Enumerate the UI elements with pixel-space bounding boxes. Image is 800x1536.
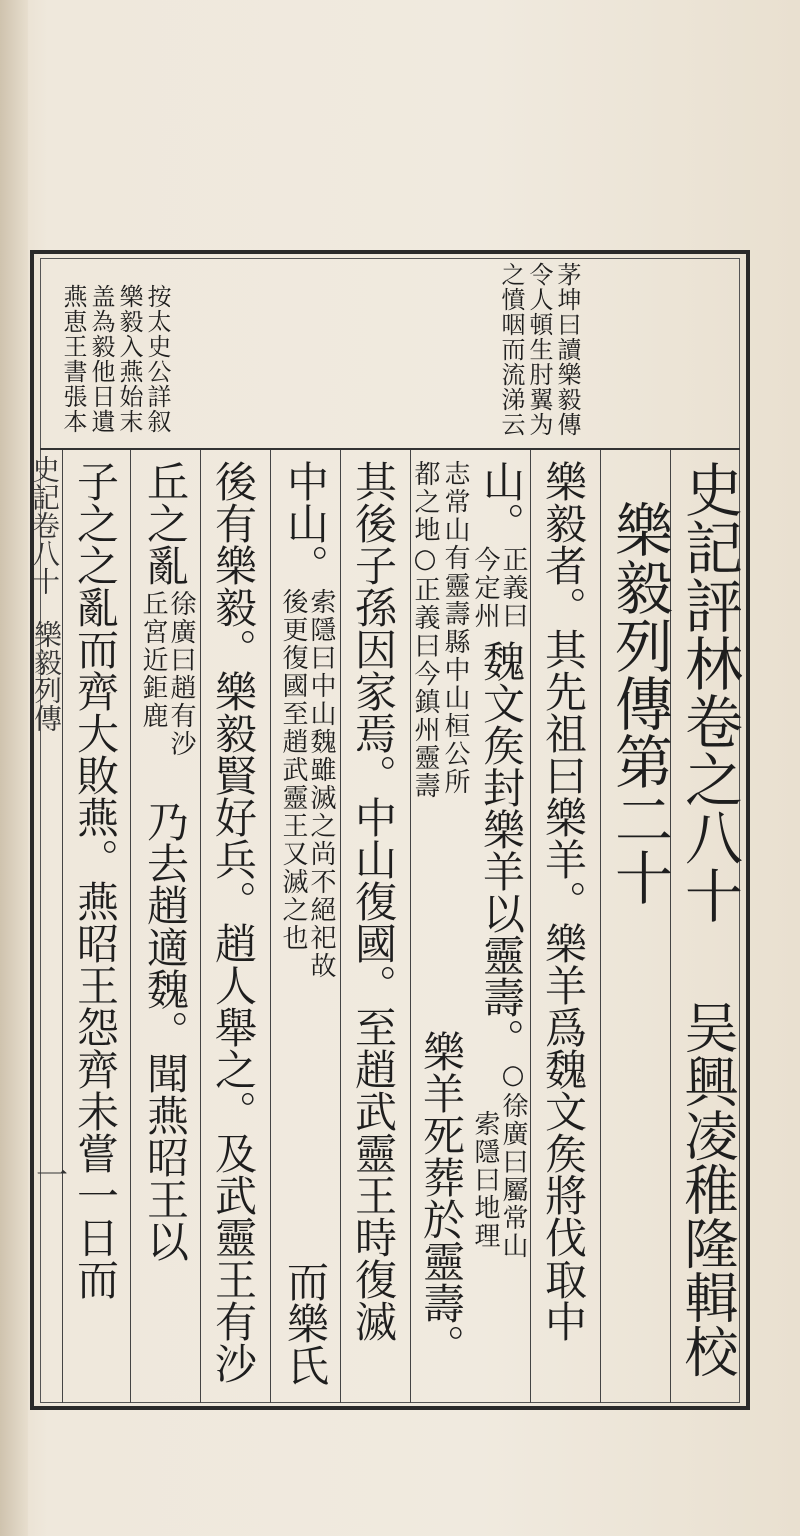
body-column-7-main-a: 丘之亂 xyxy=(141,460,190,586)
body-column-2-note-b2: 索隱曰地理 xyxy=(470,1110,500,1250)
body-column-7-note-2: 丘宮近鉅鹿 xyxy=(138,590,168,730)
column-rule xyxy=(130,450,131,1403)
body-column-5-note-1: 索隱曰中山魏雖滅之尚不絕祀故 xyxy=(306,588,336,980)
body-column-5 xyxy=(272,460,342,1400)
top-note-1-col2: 令人頓生肘翼为 xyxy=(525,262,553,437)
page-number: 一 xyxy=(36,1156,69,1194)
body-column-2-main-a: 山。 xyxy=(477,460,526,544)
top-note-2-col1: 按太史公詳叙 xyxy=(143,284,171,434)
body-column-2 xyxy=(470,460,530,1400)
header-divider xyxy=(40,448,740,450)
body-column-1: 樂毅者。其先祖曰樂羊。樂羊爲魏文矦將伐取中 xyxy=(539,460,588,1342)
top-note-2-col4: 燕恵王書張本 xyxy=(59,284,87,434)
column-rule xyxy=(270,450,271,1403)
body-column-7-main-b: 乃去趙適魏。聞燕昭王以 xyxy=(141,800,190,1262)
body-column-5-note-2: 後更復國至趙武靈王又滅之也 xyxy=(278,588,308,952)
body-column-3-main: 樂羊死葬於靈壽。 xyxy=(417,1030,466,1366)
chapter-title: 樂毅列傳第二十 xyxy=(605,500,673,906)
body-column-2-main-b: 魏文矦封樂羊以靈壽。 xyxy=(477,640,526,1060)
body-column-2-note-a1: 正義曰 xyxy=(498,546,528,630)
top-note-1-col3: 之憤咽而流涕云 xyxy=(497,262,525,437)
body-column-5-main-a: 中山。 xyxy=(281,460,330,586)
body-column-7 xyxy=(132,460,202,1400)
editor-credit: 吴興凌稚隆輯校 xyxy=(676,1000,739,1378)
body-column-8: 子之之亂而齊大敗燕。燕昭王怨齊未嘗一日而 xyxy=(71,460,120,1300)
body-column-3-note-1: 志常山有靈壽縣中山桓公所 xyxy=(440,460,470,796)
body-column-3-note-2: 都之地○正義曰今鎮州靈壽 xyxy=(410,460,440,800)
column-rule xyxy=(600,450,601,1403)
side-label: 史記卷八十 xyxy=(28,455,61,595)
body-column-4: 其後子孫因家焉。中山復國。至趙武靈王時復滅 xyxy=(349,460,398,1342)
body-column-6: 後有樂毅。樂毅賢好兵。趙人舉之。及武靈王有沙 xyxy=(209,460,258,1384)
body-column-7-note-1: 徐廣曰趙有沙 xyxy=(166,590,196,758)
body-column-5-main-b: 而樂氏 xyxy=(281,1260,330,1386)
top-note-1-col1: 茅坤曰讀樂毅傳 xyxy=(553,262,581,437)
side-chapter-label: 樂毅列傳 xyxy=(30,620,63,732)
top-note-2-col3: 盖為毅他日遺 xyxy=(87,284,115,434)
column-rule xyxy=(62,450,63,1403)
column-rule xyxy=(530,450,531,1403)
top-note-2-col2: 樂毅入燕始末 xyxy=(115,284,143,434)
body-column-2-note-b1: ○徐廣曰屬常山 xyxy=(498,1060,528,1260)
body-column-2-note-a2: 今定州 xyxy=(470,546,500,630)
spine-shadow xyxy=(0,0,28,1536)
book-title: 史記評林卷之八十 xyxy=(675,460,743,924)
